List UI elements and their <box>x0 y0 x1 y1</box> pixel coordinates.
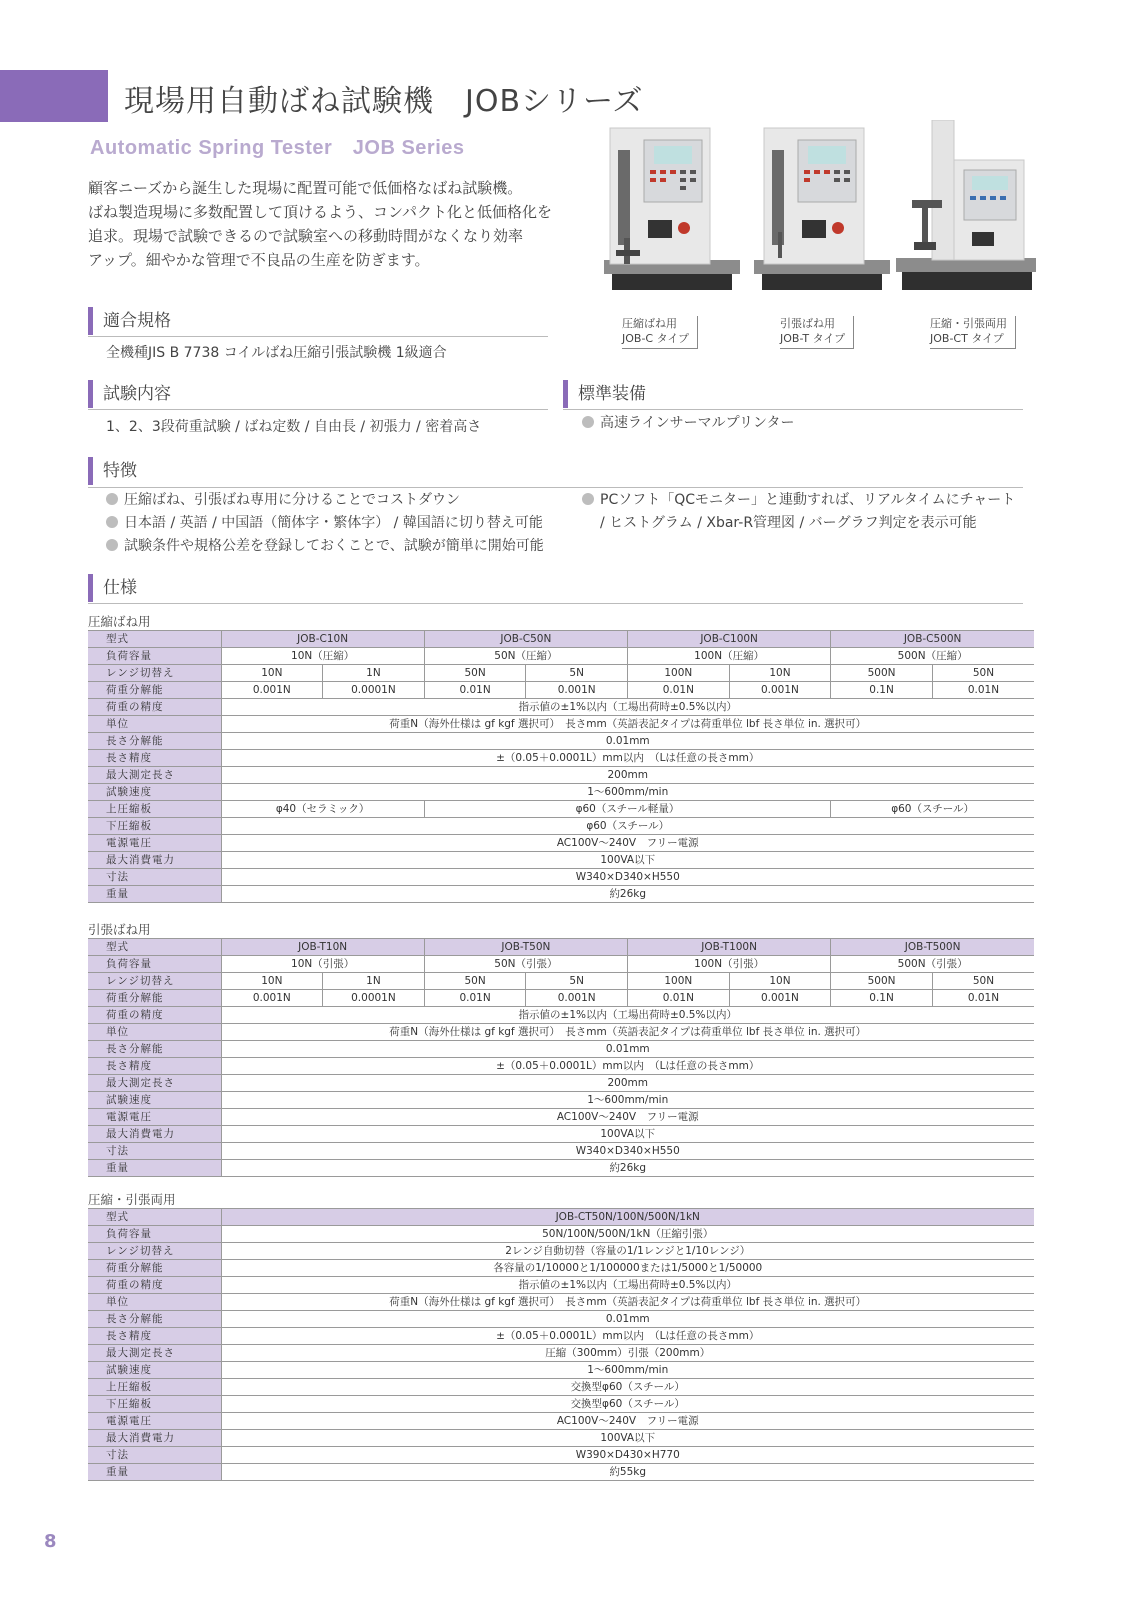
page-number: 8 <box>44 1531 57 1552</box>
table-cell: 1N <box>323 665 425 682</box>
job-c-machine-image <box>592 120 742 300</box>
table-cell: 500N（引張） <box>831 956 1034 973</box>
table-row <box>88 1464 1034 1481</box>
table-cell: 0.01N <box>424 682 526 699</box>
table-cell: 1〜600mm/min <box>221 1092 1034 1109</box>
row-label: 荷重分解能 <box>88 990 221 1007</box>
row-label: 寸法 <box>88 1447 221 1464</box>
table-row <box>88 1447 1034 1464</box>
section-heading-tests: 試験内容 <box>88 380 171 408</box>
table-row <box>88 767 1034 784</box>
table-cell: 50N <box>424 665 526 682</box>
table-cell: JOB-C10N <box>221 631 424 648</box>
table-cell: 0.01N <box>628 682 730 699</box>
table-cell: W390×D430×H770 <box>221 1447 1034 1464</box>
table-cell: 指示値の±1%以内（工場出荷時±0.5%以内） <box>221 1277 1034 1294</box>
table-cell: 0.001N <box>526 682 628 699</box>
product-caption-t <box>780 316 854 349</box>
table-row <box>88 1430 1034 1447</box>
product-caption-ct <box>930 316 1016 349</box>
table-row <box>88 733 1034 750</box>
row-label: 電源電圧 <box>88 1109 221 1126</box>
table-row <box>88 939 1034 956</box>
row-label: 最大測定長さ <box>88 767 221 784</box>
table-row <box>88 1294 1034 1311</box>
row-label: 重量 <box>88 886 221 903</box>
intro-line: 追求。現場で試験できるので試験室への移動時間がなくなり効率 <box>88 227 524 245</box>
table-cell: 0.01mm <box>221 733 1034 750</box>
table-cell: 交換型φ60（スチール） <box>221 1379 1034 1396</box>
table-row <box>88 1209 1034 1226</box>
table-row <box>88 1007 1034 1024</box>
row-label: レンジ切替え <box>88 1243 221 1260</box>
row-label: 長さ精度 <box>88 750 221 767</box>
spec-table-compression <box>88 630 1034 903</box>
table-cell: 50N <box>932 973 1034 990</box>
table-label-compression: 圧縮ばね用 <box>88 614 151 629</box>
caption-line: JOB-C タイプ <box>622 332 690 345</box>
table-row <box>88 1243 1034 1260</box>
caption-line: 圧縮ばね用 <box>622 317 677 330</box>
section-heading-standard: 適合規格 <box>88 307 171 335</box>
product-caption-c <box>622 316 698 349</box>
table-cell: 0.001N <box>729 682 831 699</box>
table-cell: 0.01N <box>424 990 526 1007</box>
table-row <box>88 1277 1034 1294</box>
table-cell: JOB-C100N <box>628 631 831 648</box>
row-label: 荷重の精度 <box>88 1277 221 1294</box>
table-cell: 0.001N <box>221 990 323 1007</box>
job-t-machine-image <box>742 120 892 300</box>
row-label: 最大測定長さ <box>88 1345 221 1362</box>
table-cell: 荷重N（海外仕様は gf kgf 選択可） 長さmm（英語表記タイプは荷重単位 lbf 長さ単位 in. 選択可） <box>221 1024 1034 1041</box>
row-label: 長さ分解能 <box>88 1041 221 1058</box>
row-label: 荷重分解能 <box>88 1260 221 1277</box>
table-row <box>88 665 1034 682</box>
row-label: 長さ精度 <box>88 1328 221 1345</box>
table-row <box>88 784 1034 801</box>
row-label: 荷重分解能 <box>88 682 221 699</box>
table-label-tension: 引張ばね用 <box>88 922 151 937</box>
table-row <box>88 1226 1034 1243</box>
row-label: 最大消費電力 <box>88 852 221 869</box>
table-row <box>88 750 1034 767</box>
row-label: 長さ分解能 <box>88 1311 221 1328</box>
table-cell: 0.01mm <box>221 1311 1034 1328</box>
table-cell: 10N（圧縮） <box>221 648 424 665</box>
page-title: 現場用自動ばね試験機 JOBシリーズ <box>124 84 644 119</box>
row-label: 単位 <box>88 716 221 733</box>
row-label: 寸法 <box>88 869 221 886</box>
table-cell: W340×D340×H550 <box>221 1143 1034 1160</box>
row-label: 下圧縮板 <box>88 1396 221 1413</box>
table-row <box>88 1075 1034 1092</box>
table-cell: 荷重N（海外仕様は gf kgf 選択可） 長さmm（英語表記タイプは荷重単位 lbf 長さ単位 in. 選択可） <box>221 716 1034 733</box>
table-cell: 約26kg <box>221 886 1034 903</box>
table-cell: 100N <box>628 665 730 682</box>
divider <box>88 487 1023 488</box>
row-label: 負荷容量 <box>88 1226 221 1243</box>
table-cell: 200mm <box>221 1075 1034 1092</box>
table-cell: ±（0.05＋0.0001L）mm以内 （Lは任意の長さmm） <box>221 1328 1034 1345</box>
row-label: 負荷容量 <box>88 648 221 665</box>
table-cell: 1〜600mm/min <box>221 784 1034 801</box>
bullet-icon <box>106 539 118 551</box>
table-cell: 100VA以下 <box>221 852 1034 869</box>
table-row <box>88 1024 1034 1041</box>
row-label: 荷重の精度 <box>88 699 221 716</box>
row-label: 単位 <box>88 1024 221 1041</box>
table-cell: 10N（引張） <box>221 956 424 973</box>
table-cell: φ60（スチール軽量） <box>424 801 831 818</box>
table-row <box>88 835 1034 852</box>
table-cell: φ40（セラミック） <box>221 801 424 818</box>
job-ct-machine-image <box>892 120 1042 300</box>
intro-line: ばね製造現場に多数配置して頂けるよう、コンパクト化と低価格化を <box>88 203 552 221</box>
table-row <box>88 699 1034 716</box>
table-cell: ±（0.05＋0.0001L）mm以内 （Lは任意の長さmm） <box>221 1058 1034 1075</box>
table-row <box>88 716 1034 733</box>
feature-item <box>106 535 544 558</box>
table-cell: 1N <box>323 973 425 990</box>
table-row <box>88 818 1034 835</box>
table-row <box>88 956 1034 973</box>
row-label: 重量 <box>88 1160 221 1177</box>
table-cell: 0.01N <box>932 990 1034 1007</box>
row-label: 重量 <box>88 1464 221 1481</box>
row-label: 最大消費電力 <box>88 1126 221 1143</box>
row-label: 最大測定長さ <box>88 1075 221 1092</box>
table-cell: AC100V〜240V フリー電源 <box>221 1109 1034 1126</box>
table-row <box>88 886 1034 903</box>
table-row <box>88 1362 1034 1379</box>
table-cell: W340×D340×H550 <box>221 869 1034 886</box>
row-label: 型式 <box>88 1209 221 1226</box>
table-row <box>88 1311 1034 1328</box>
table-cell: 指示値の±1%以内（工場出荷時±0.5%以内） <box>221 1007 1034 1024</box>
table-cell: 50N <box>932 665 1034 682</box>
table-cell: 0.01mm <box>221 1041 1034 1058</box>
table-cell: 50N <box>424 973 526 990</box>
table-cell: 5N <box>526 665 628 682</box>
table-row <box>88 1328 1034 1345</box>
table-row <box>88 1345 1034 1362</box>
table-row <box>88 1413 1034 1430</box>
table-cell: 0.001N <box>729 990 831 1007</box>
row-label: 長さ分解能 <box>88 733 221 750</box>
table-cell: 100N（引張） <box>628 956 831 973</box>
table-cell: 10N <box>729 973 831 990</box>
row-label: レンジ切替え <box>88 973 221 990</box>
row-label: 型式 <box>88 631 221 648</box>
standard-text: 全機種JIS B 7738 コイルばね圧縮引張試験機 1級適合 <box>106 345 447 361</box>
feature-item <box>106 512 543 535</box>
table-row <box>88 801 1034 818</box>
table-row <box>88 1160 1034 1177</box>
table-cell: 0.01N <box>932 682 1034 699</box>
bullet-icon <box>582 416 594 428</box>
intro-paragraph <box>88 176 593 272</box>
divider <box>88 603 1023 604</box>
table-cell: 2レンジ自動切替（容量の1/1レンジと1/10レンジ） <box>221 1243 1034 1260</box>
table-cell: 1〜600mm/min <box>221 1362 1034 1379</box>
row-label: 試験速度 <box>88 784 221 801</box>
feature-text: 日本語 / 英語 / 中国語（簡体字・繁体字） / 韓国語に切り替え可能 <box>124 515 543 531</box>
table-row <box>88 1126 1034 1143</box>
section-heading-features: 特徴 <box>88 457 137 485</box>
table-cell: JOB-T10N <box>221 939 424 956</box>
table-cell: 各容量の1/10000と1/100000または1/5000と1/50000 <box>221 1260 1034 1277</box>
table-cell: 100VA以下 <box>221 1430 1034 1447</box>
table-cell: 交換型φ60（スチール） <box>221 1396 1034 1413</box>
table-cell: 0.0001N <box>323 990 425 1007</box>
tests-text: 1、2、3段荷重試験 / ばね定数 / 自由長 / 初張力 / 密着高さ <box>106 419 482 435</box>
table-cell: 10N <box>729 665 831 682</box>
row-label: 試験速度 <box>88 1362 221 1379</box>
caption-line: JOB-CT タイプ <box>930 332 1004 345</box>
table-row <box>88 1379 1034 1396</box>
table-cell: 50N（圧縮） <box>424 648 627 665</box>
table-cell: JOB-T500N <box>831 939 1034 956</box>
table-cell: JOB-C50N <box>424 631 627 648</box>
row-label: 荷重の精度 <box>88 1007 221 1024</box>
table-cell: 50N/100N/500N/1kN（圧縮引張） <box>221 1226 1034 1243</box>
table-row <box>88 1041 1034 1058</box>
table-cell: 0.001N <box>221 682 323 699</box>
row-label: 上圧縮板 <box>88 1379 221 1396</box>
table-cell: 0.1N <box>831 990 933 1007</box>
feature-text: 圧縮ばね、引張ばね専用に分けることでコストダウン <box>124 492 460 508</box>
feature-text: 試験条件や規格公差を登録しておくことで、試験が簡単に開始可能 <box>124 538 544 554</box>
caption-line: 引張ばね用 <box>780 317 835 330</box>
table-cell: 0.1N <box>831 682 933 699</box>
table-cell: 約55kg <box>221 1464 1034 1481</box>
section-heading-equipment: 標準装備 <box>563 380 646 408</box>
table-cell: 50N（引張） <box>424 956 627 973</box>
feature-text-continued: / ヒストグラム / Xbar-R管理図 / バーグラフ判定を表示可能 <box>600 515 977 531</box>
bullet-icon <box>106 516 118 528</box>
table-cell: JOB-C500N <box>831 631 1034 648</box>
row-label: 電源電圧 <box>88 835 221 852</box>
bullet-icon <box>582 493 594 505</box>
table-row <box>88 1396 1034 1413</box>
table-cell: ±（0.05＋0.0001L）mm以内 （Lは任意の長さmm） <box>221 750 1034 767</box>
divider <box>563 409 1023 410</box>
row-label: 寸法 <box>88 1143 221 1160</box>
table-cell: 500N（圧縮） <box>831 648 1034 665</box>
row-label: 電源電圧 <box>88 1413 221 1430</box>
table-cell: 100N <box>628 973 730 990</box>
table-row <box>88 1109 1034 1126</box>
section-heading-spec: 仕様 <box>88 574 137 602</box>
table-row <box>88 1260 1034 1277</box>
table-row <box>88 1143 1034 1160</box>
table-cell: 指示値の±1%以内（工場出荷時±0.5%以内） <box>221 699 1034 716</box>
table-cell: JOB-CT50N/100N/500N/1kN <box>221 1209 1034 1226</box>
feature-text: PCソフト「QCモニター」と連動すれば、リアルタイムにチャート <box>600 492 1016 508</box>
spec-table-dual <box>88 1208 1034 1481</box>
table-cell: 約26kg <box>221 1160 1034 1177</box>
bullet-icon <box>106 493 118 505</box>
table-row <box>88 631 1034 648</box>
table-cell: 10N <box>221 665 323 682</box>
table-row <box>88 973 1034 990</box>
table-row <box>88 869 1034 886</box>
row-label: 単位 <box>88 1294 221 1311</box>
row-label: 上圧縮板 <box>88 801 221 818</box>
title-accent-bar <box>0 70 108 122</box>
equipment-item <box>582 412 794 435</box>
table-row <box>88 682 1034 699</box>
feature-item <box>106 489 460 512</box>
table-row <box>88 1092 1034 1109</box>
intro-line: 顧客ニーズから誕生した現場に配置可能で低価格なばね試験機。 <box>88 179 523 197</box>
table-row <box>88 852 1034 869</box>
table-row <box>88 1058 1034 1075</box>
divider <box>88 409 548 410</box>
table-cell: JOB-T50N <box>424 939 627 956</box>
caption-line: JOB-T タイプ <box>780 332 846 345</box>
page-subtitle: Automatic Spring Tester JOB Series <box>90 137 465 159</box>
table-row <box>88 990 1034 1007</box>
row-label: 最大消費電力 <box>88 1430 221 1447</box>
table-cell: 0.01N <box>628 990 730 1007</box>
row-label: 型式 <box>88 939 221 956</box>
table-cell: φ60（スチール） <box>221 818 1034 835</box>
divider <box>88 336 548 337</box>
table-cell: 500N <box>831 973 933 990</box>
row-label: 負荷容量 <box>88 956 221 973</box>
row-label: レンジ切替え <box>88 665 221 682</box>
table-cell: 0.001N <box>526 990 628 1007</box>
intro-line: アップ。細やかな管理で不良品の生産を防ぎます。 <box>88 251 430 269</box>
table-cell: 100VA以下 <box>221 1126 1034 1143</box>
table-cell: 5N <box>526 973 628 990</box>
table-row <box>88 648 1034 665</box>
table-cell: 200mm <box>221 767 1034 784</box>
table-cell: JOB-T100N <box>628 939 831 956</box>
equipment-item-text: 高速ラインサーマルプリンター <box>600 415 795 431</box>
table-cell: AC100V〜240V フリー電源 <box>221 1413 1034 1430</box>
table-label-dual: 圧縮・引張両用 <box>88 1192 176 1207</box>
table-cell: 荷重N（海外仕様は gf kgf 選択可） 長さmm（英語表記タイプは荷重単位 lbf 長さ単位 in. 選択可） <box>221 1294 1034 1311</box>
spec-table-tension <box>88 938 1034 1177</box>
table-cell: 100N（圧縮） <box>628 648 831 665</box>
caption-line: 圧縮・引張両用 <box>930 317 1007 330</box>
row-label: 試験速度 <box>88 1092 221 1109</box>
table-cell: 圧縮（300mm）引張（200mm） <box>221 1345 1034 1362</box>
table-cell: AC100V〜240V フリー電源 <box>221 835 1034 852</box>
table-cell: 10N <box>221 973 323 990</box>
row-label: 長さ精度 <box>88 1058 221 1075</box>
row-label: 下圧縮板 <box>88 818 221 835</box>
table-cell: 500N <box>831 665 933 682</box>
table-cell: 0.0001N <box>323 682 425 699</box>
feature-item <box>582 489 1015 512</box>
table-cell: φ60（スチール） <box>831 801 1034 818</box>
